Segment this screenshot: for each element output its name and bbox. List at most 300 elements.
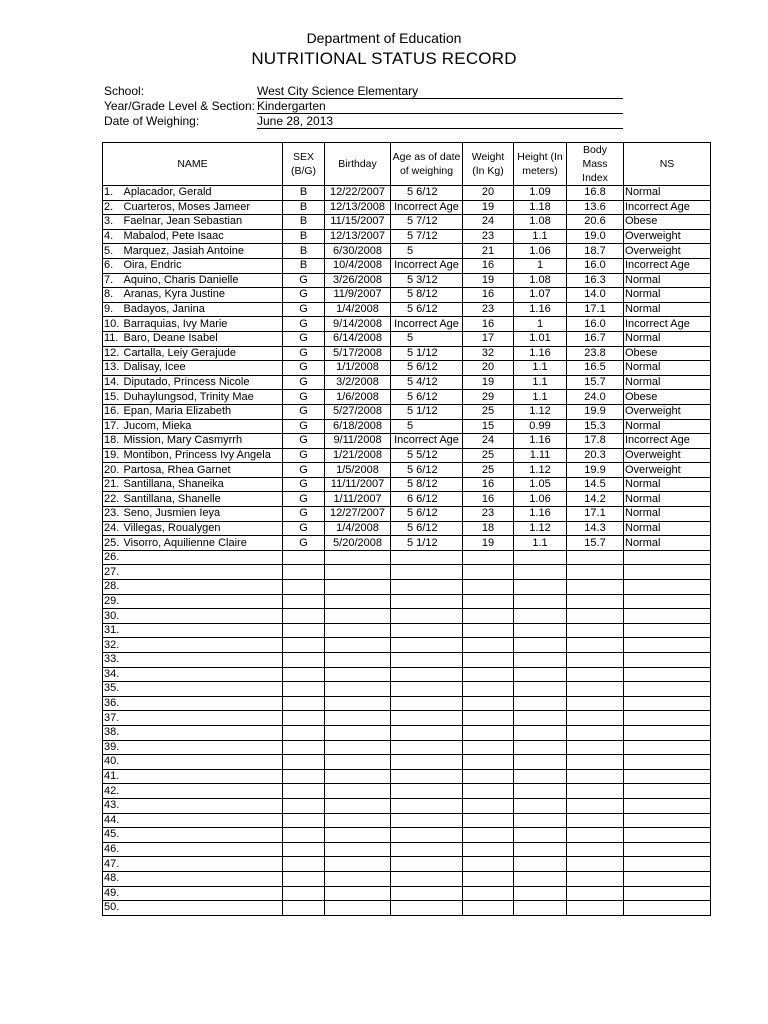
sex-cell: B (283, 186, 325, 201)
height-cell (514, 638, 567, 653)
row-number: 35. (103, 682, 123, 697)
ns-cell (624, 886, 711, 901)
bmi-cell (567, 696, 624, 711)
age-cell: 5 6/12 (391, 361, 463, 376)
age-cell (391, 623, 463, 638)
ns-cell: Obese (624, 346, 711, 361)
row-number: 16. (103, 404, 123, 419)
birthday-cell (325, 653, 391, 668)
grade-label: Year/Grade Level & Section: (104, 99, 255, 113)
col-header-weight: Weight (In Kg) (463, 143, 514, 186)
student-name: Marquez, Jasiah Antoine (123, 244, 283, 259)
student-name (123, 769, 283, 784)
bmi-cell (567, 550, 624, 565)
weight-cell (463, 886, 514, 901)
age-cell: Incorrect Age (391, 317, 463, 332)
bmi-cell (567, 828, 624, 843)
date-label: Date of Weighing: (104, 114, 200, 128)
bmi-cell: 20.3 (567, 448, 624, 463)
birthday-cell: 1/21/2008 (325, 448, 391, 463)
table-row (103, 536, 711, 551)
row-number: 6. (103, 258, 123, 273)
bmi-cell (567, 609, 624, 624)
weight-cell: 15 (463, 419, 514, 434)
age-cell: 5 6/12 (391, 463, 463, 478)
height-cell (514, 886, 567, 901)
birthday-cell (325, 580, 391, 595)
weight-cell: 18 (463, 521, 514, 536)
sex-cell: B (283, 244, 325, 259)
bmi-cell: 16.0 (567, 258, 624, 273)
height-cell (514, 871, 567, 886)
height-cell (514, 565, 567, 580)
row-number: 9. (103, 302, 123, 317)
height-cell: 1.05 (514, 477, 567, 492)
page-title: NUTRITIONAL STATUS RECORD (251, 49, 517, 68)
age-cell (391, 798, 463, 813)
ns-cell: Normal (624, 361, 711, 376)
col-header-name: NAME (103, 143, 283, 186)
sex-cell (283, 769, 325, 784)
row-number: 44. (103, 813, 123, 828)
height-cell: 1.12 (514, 463, 567, 478)
weight-cell: 21 (463, 244, 514, 259)
birthday-cell (325, 886, 391, 901)
sex-cell (283, 784, 325, 799)
row-number: 49. (103, 886, 123, 901)
age-cell: 5 3/12 (391, 273, 463, 288)
ns-cell: Overweight (624, 404, 711, 419)
bmi-cell (567, 725, 624, 740)
sex-cell (283, 901, 325, 916)
student-name: Faelnar, Jean Sebastian (123, 215, 283, 230)
row-number: 11. (103, 331, 123, 346)
sex-cell: G (283, 507, 325, 522)
height-cell (514, 667, 567, 682)
ns-cell: Obese (624, 215, 711, 230)
table-row (103, 653, 711, 668)
height-cell: 1.1 (514, 375, 567, 390)
weight-cell: 20 (463, 186, 514, 201)
birthday-cell: 11/15/2007 (325, 215, 391, 230)
ns-cell: Incorrect Age (624, 317, 711, 332)
birthday-cell (325, 594, 391, 609)
row-number: 40. (103, 755, 123, 770)
col-header-age: Age as of date of weighing (391, 143, 463, 186)
ns-cell: Overweight (624, 244, 711, 259)
age-cell: 5 6/12 (391, 507, 463, 522)
ns-cell (624, 755, 711, 770)
birthday-cell: 12/22/2007 (325, 186, 391, 201)
row-number: 43. (103, 798, 123, 813)
sex-cell (283, 667, 325, 682)
bmi-cell: 18.7 (567, 244, 624, 259)
table-row (103, 580, 711, 595)
table-header-row (103, 143, 711, 186)
height-cell: 1.1 (514, 536, 567, 551)
birthday-cell: 9/11/2008 (325, 434, 391, 449)
table-row (103, 565, 711, 580)
student-name (123, 550, 283, 565)
bmi-cell: 16.5 (567, 361, 624, 376)
bmi-cell (567, 901, 624, 916)
ns-cell (624, 623, 711, 638)
student-name (123, 580, 283, 595)
school-value: West City Science Elementary (257, 84, 623, 99)
height-cell (514, 828, 567, 843)
height-cell: 1 (514, 317, 567, 332)
age-cell: 5 6/12 (391, 186, 463, 201)
bmi-cell (567, 842, 624, 857)
height-cell (514, 725, 567, 740)
student-name (123, 857, 283, 872)
student-name (123, 886, 283, 901)
student-name (123, 842, 283, 857)
table-row (103, 871, 711, 886)
sex-cell (283, 565, 325, 580)
birthday-cell (325, 565, 391, 580)
birthday-cell (325, 638, 391, 653)
student-name (123, 740, 283, 755)
student-name (123, 565, 283, 580)
table-row (103, 419, 711, 434)
student-name (123, 696, 283, 711)
age-cell (391, 784, 463, 799)
student-name: Visorro, Aquilienne Claire (123, 536, 283, 551)
age-cell (391, 550, 463, 565)
height-cell: 1 (514, 258, 567, 273)
bmi-cell (567, 711, 624, 726)
table-row (103, 784, 711, 799)
age-cell: Incorrect Age (391, 200, 463, 215)
weight-cell (463, 784, 514, 799)
student-name (123, 609, 283, 624)
birthday-cell: 6/14/2008 (325, 331, 391, 346)
student-name: Seno, Jusmien Ieya (123, 507, 283, 522)
weight-cell (463, 565, 514, 580)
sex-cell (283, 653, 325, 668)
ns-cell (624, 565, 711, 580)
row-number: 48. (103, 871, 123, 886)
row-number: 18. (103, 434, 123, 449)
student-name: Mission, Mary Casmyrrh (123, 434, 283, 449)
student-name: Aranas, Kyra Justine (123, 288, 283, 303)
table-row (103, 725, 711, 740)
ns-cell: Overweight (624, 463, 711, 478)
student-name: Cuarteros, Moses Jameer (123, 200, 283, 215)
birthday-cell: 1/4/2008 (325, 302, 391, 317)
table-row (103, 696, 711, 711)
bmi-cell: 19.9 (567, 404, 624, 419)
bmi-cell: 15.7 (567, 375, 624, 390)
age-cell (391, 725, 463, 740)
birthday-cell (325, 755, 391, 770)
row-number: 38. (103, 725, 123, 740)
bmi-cell: 17.1 (567, 302, 624, 317)
birthday-cell: 12/13/2008 (325, 200, 391, 215)
student-name (123, 755, 283, 770)
sex-cell (283, 842, 325, 857)
birthday-cell (325, 901, 391, 916)
row-number: 23. (103, 507, 123, 522)
table-row (103, 638, 711, 653)
birthday-cell: 11/11/2007 (325, 477, 391, 492)
student-name (123, 638, 283, 653)
birthday-cell (325, 711, 391, 726)
sex-cell (283, 609, 325, 624)
bmi-cell (567, 886, 624, 901)
col-header-bmi: Body Mass Index (567, 143, 624, 186)
weight-cell: 16 (463, 258, 514, 273)
age-cell: 5 (391, 419, 463, 434)
birthday-cell (325, 740, 391, 755)
row-number: 4. (103, 229, 123, 244)
student-name: Aplacador, Gerald (123, 186, 283, 201)
bmi-cell: 14.3 (567, 521, 624, 536)
student-name: Cartalla, Leiy Gerajude (123, 346, 283, 361)
bmi-cell (567, 594, 624, 609)
age-cell (391, 886, 463, 901)
table-row (103, 346, 711, 361)
birthday-cell (325, 784, 391, 799)
bmi-cell (567, 638, 624, 653)
row-number: 47. (103, 857, 123, 872)
sex-cell (283, 594, 325, 609)
weight-cell (463, 711, 514, 726)
ns-cell: Normal (624, 507, 711, 522)
table-row (103, 288, 711, 303)
sex-cell: G (283, 273, 325, 288)
student-name: Partosa, Rhea Garnet (123, 463, 283, 478)
student-name (123, 901, 283, 916)
ns-cell (624, 857, 711, 872)
sex-cell: G (283, 375, 325, 390)
ns-cell (624, 638, 711, 653)
height-cell (514, 798, 567, 813)
nutritional-status-table (102, 142, 711, 916)
student-name (123, 594, 283, 609)
birthday-cell (325, 769, 391, 784)
weight-cell: 32 (463, 346, 514, 361)
table-row (103, 317, 711, 332)
height-cell: 1.08 (514, 273, 567, 288)
student-name: Barraquias, Ivy Marie (123, 317, 283, 332)
sex-cell (283, 857, 325, 872)
row-number: 36. (103, 696, 123, 711)
student-name (123, 653, 283, 668)
birthday-cell: 11/9/2007 (325, 288, 391, 303)
school-label: School: (104, 84, 145, 98)
row-number: 3. (103, 215, 123, 230)
ns-cell: Normal (624, 477, 711, 492)
table-row (103, 434, 711, 449)
height-cell (514, 842, 567, 857)
birthday-cell (325, 828, 391, 843)
bmi-cell: 16.3 (567, 273, 624, 288)
height-cell: 1.06 (514, 492, 567, 507)
bmi-cell (567, 682, 624, 697)
birthday-cell: 6/18/2008 (325, 419, 391, 434)
table-row (103, 448, 711, 463)
weight-cell: 16 (463, 288, 514, 303)
ns-cell (624, 798, 711, 813)
ns-cell (624, 828, 711, 843)
height-cell: 1.16 (514, 346, 567, 361)
weight-cell (463, 594, 514, 609)
birthday-cell (325, 550, 391, 565)
col-header-ns: NS (624, 143, 711, 186)
sex-cell: G (283, 317, 325, 332)
age-cell: 6 6/12 (391, 492, 463, 507)
weight-cell (463, 682, 514, 697)
age-cell (391, 580, 463, 595)
table-row (103, 492, 711, 507)
weight-cell: 23 (463, 229, 514, 244)
bmi-cell (567, 667, 624, 682)
birthday-cell (325, 667, 391, 682)
weight-cell: 19 (463, 200, 514, 215)
weight-cell (463, 609, 514, 624)
height-cell: 1.12 (514, 521, 567, 536)
birthday-cell: 5/27/2008 (325, 404, 391, 419)
sex-cell: G (283, 302, 325, 317)
bmi-cell: 13.6 (567, 200, 624, 215)
ns-cell: Overweight (624, 448, 711, 463)
row-number: 37. (103, 711, 123, 726)
age-cell: 5 6/12 (391, 521, 463, 536)
table-row (103, 711, 711, 726)
bmi-cell (567, 798, 624, 813)
age-cell: 5 6/12 (391, 302, 463, 317)
weight-cell: 25 (463, 463, 514, 478)
row-number: 30. (103, 609, 123, 624)
weight-cell (463, 696, 514, 711)
weight-cell (463, 740, 514, 755)
bmi-cell: 17.8 (567, 434, 624, 449)
sex-cell: G (283, 331, 325, 346)
height-cell (514, 901, 567, 916)
age-cell: 5 8/12 (391, 288, 463, 303)
weight-cell: 25 (463, 404, 514, 419)
sex-cell (283, 886, 325, 901)
table-row (103, 828, 711, 843)
weight-cell (463, 842, 514, 857)
department-heading: Department of Education (306, 30, 462, 46)
birthday-cell: 1/11/2007 (325, 492, 391, 507)
col-header-height: Height (In meters) (514, 143, 567, 186)
ns-cell (624, 842, 711, 857)
row-number: 8. (103, 288, 123, 303)
row-number: 32. (103, 638, 123, 653)
bmi-cell (567, 623, 624, 638)
age-cell: 5 7/12 (391, 229, 463, 244)
height-cell: 1.16 (514, 507, 567, 522)
weight-cell: 19 (463, 375, 514, 390)
height-cell (514, 609, 567, 624)
ns-cell (624, 653, 711, 668)
row-number: 14. (103, 375, 123, 390)
weight-cell (463, 901, 514, 916)
age-cell (391, 653, 463, 668)
sex-cell: G (283, 346, 325, 361)
sex-cell (283, 828, 325, 843)
student-name: Epan, Maria Elizabeth (123, 404, 283, 419)
table-row (103, 258, 711, 273)
bmi-cell: 15.3 (567, 419, 624, 434)
table-row (103, 200, 711, 215)
table-row (103, 609, 711, 624)
row-number: 5. (103, 244, 123, 259)
height-cell: 1.1 (514, 361, 567, 376)
weight-cell (463, 667, 514, 682)
ns-cell (624, 696, 711, 711)
bmi-cell (567, 565, 624, 580)
sex-cell (283, 725, 325, 740)
ns-cell: Normal (624, 186, 711, 201)
age-cell: 5 5/12 (391, 448, 463, 463)
student-name: Mabalod, Pete Isaac (123, 229, 283, 244)
date-value: June 28, 2013 (257, 114, 623, 129)
table-row (103, 740, 711, 755)
birthday-cell: 9/14/2008 (325, 317, 391, 332)
age-cell: 5 (391, 244, 463, 259)
birthday-cell: 3/26/2008 (325, 273, 391, 288)
row-number: 19. (103, 448, 123, 463)
birthday-cell: 5/17/2008 (325, 346, 391, 361)
birthday-cell (325, 623, 391, 638)
bmi-cell (567, 813, 624, 828)
row-number: 50. (103, 901, 123, 916)
age-cell (391, 755, 463, 770)
row-number: 26. (103, 550, 123, 565)
ns-cell (624, 784, 711, 799)
height-cell: 1.08 (514, 215, 567, 230)
age-cell: 5 (391, 331, 463, 346)
ns-cell: Incorrect Age (624, 200, 711, 215)
student-name: Duhaylungsod, Trinity Mae (123, 390, 283, 405)
ns-cell (624, 594, 711, 609)
height-cell (514, 755, 567, 770)
table-row (103, 302, 711, 317)
ns-cell: Normal (624, 288, 711, 303)
bmi-cell (567, 784, 624, 799)
height-cell: 1.16 (514, 302, 567, 317)
table-row (103, 463, 711, 478)
age-cell: Incorrect Age (391, 434, 463, 449)
grade-value: Kindergarten (257, 99, 623, 114)
weight-cell (463, 755, 514, 770)
sex-cell: G (283, 419, 325, 434)
weight-cell (463, 871, 514, 886)
bmi-cell: 19.0 (567, 229, 624, 244)
age-cell: 5 8/12 (391, 477, 463, 492)
age-cell: 5 7/12 (391, 215, 463, 230)
ns-cell (624, 871, 711, 886)
bmi-cell: 24.0 (567, 390, 624, 405)
age-cell (391, 842, 463, 857)
ns-cell (624, 725, 711, 740)
ns-cell: Normal (624, 331, 711, 346)
weight-cell: 16 (463, 477, 514, 492)
weight-cell: 23 (463, 507, 514, 522)
bmi-cell: 15.7 (567, 536, 624, 551)
sex-cell: G (283, 434, 325, 449)
birthday-cell (325, 857, 391, 872)
bmi-cell: 16.8 (567, 186, 624, 201)
row-number: 2. (103, 200, 123, 215)
row-number: 28. (103, 580, 123, 595)
weight-cell: 23 (463, 302, 514, 317)
